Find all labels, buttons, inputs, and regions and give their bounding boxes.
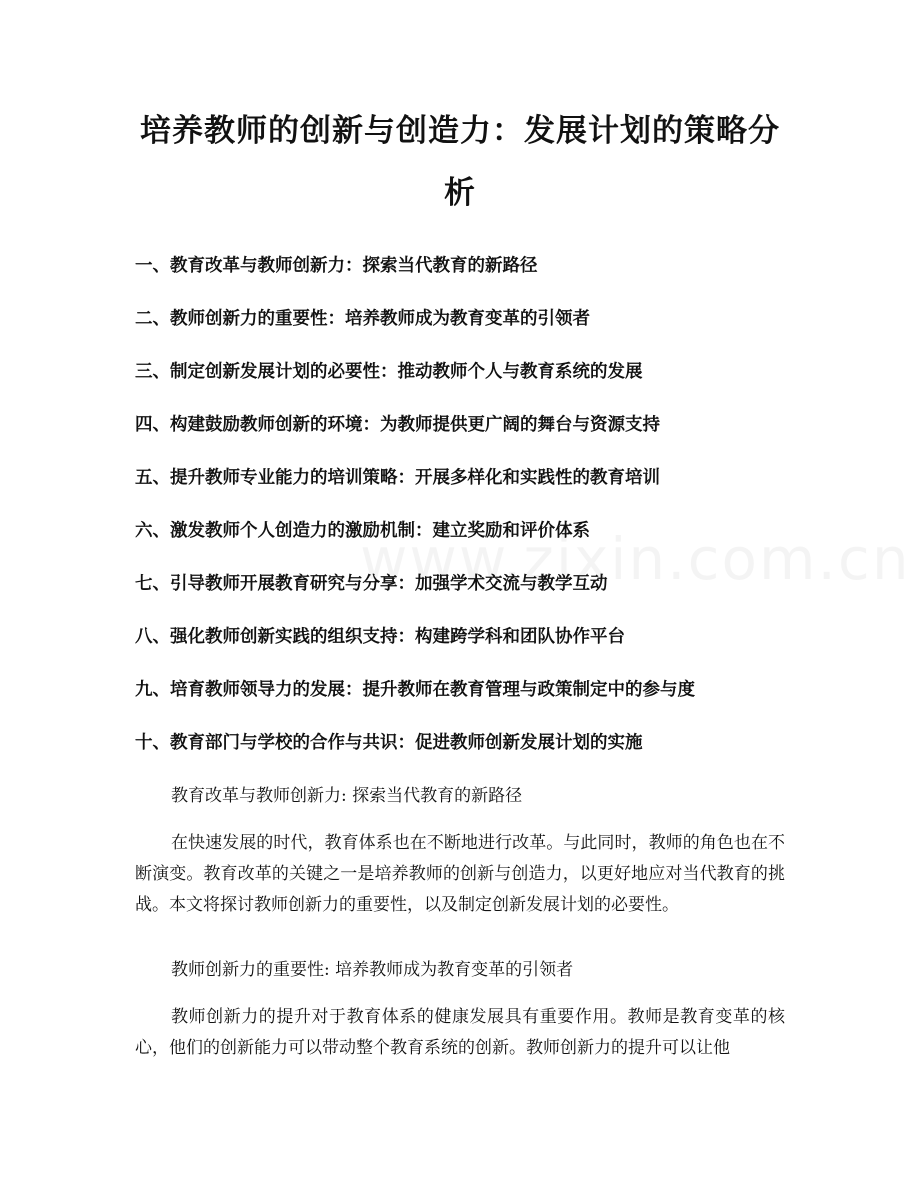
section-1-paragraph: 在快速发展的时代，教育体系也在不断地进行改革。与此同时，教师的角色也在不断演变。教育改革的关键之一是培养教师的创新与创造力，以更好地应对当代教育的挑战。本文将探讨教师创新力的重要性，以及制定创新发展计划的必要性。	[135, 833, 785, 915]
document-title: 培养教师的创新与创造力：发展计划的策略分析	[140, 113, 780, 211]
toc-item-10: 十、教育部门与学校的合作与共识：促进教师创新发展计划的实施	[135, 733, 643, 753]
toc-item-3: 三、制定创新发展计划的必要性：推动教师个人与教育系统的发展	[135, 362, 643, 382]
toc-item-1: 一、教育改革与教师创新力：探索当代教育的新路径	[135, 256, 538, 276]
toc-item-6: 六、激发教师个人创造力的激励机制：建立奖励和评价体系	[135, 521, 590, 541]
toc-item-4: 四、构建鼓励教师创新的环境：为教师提供更广阔的舞台与资源支持	[135, 415, 660, 435]
section-2-paragraph: 教师创新力的提升对于教育体系的健康发展具有重要作用。教师是教育变革的核心，他们的创新能力可以带动整个教育系统的创新。教师创新力的提升可以让他	[135, 1007, 785, 1058]
section-1-heading: 教育改革与教师创新力: 探索当代教育的新路径	[171, 786, 523, 806]
section-2-heading: 教师创新力的重要性: 培养教师成为教育变革的引领者	[171, 960, 574, 980]
toc-item-9: 九、培育教师领导力的发展：提升教师在教育管理与政策制定中的参与度	[135, 680, 695, 700]
table-of-contents	[135, 248, 815, 778]
toc-item-5: 五、提升教师专业能力的培训策略：开展多样化和实践性的教育培训	[135, 468, 660, 488]
toc-item-2: 二、教师创新力的重要性：培养教师成为教育变革的引领者	[135, 309, 590, 329]
toc-item-8: 八、强化教师创新实践的组织支持：构建跨学科和团队协作平台	[135, 627, 625, 647]
toc-item-7: 七、引导教师开展教育研究与分享：加强学术交流与教学互动	[135, 574, 608, 594]
